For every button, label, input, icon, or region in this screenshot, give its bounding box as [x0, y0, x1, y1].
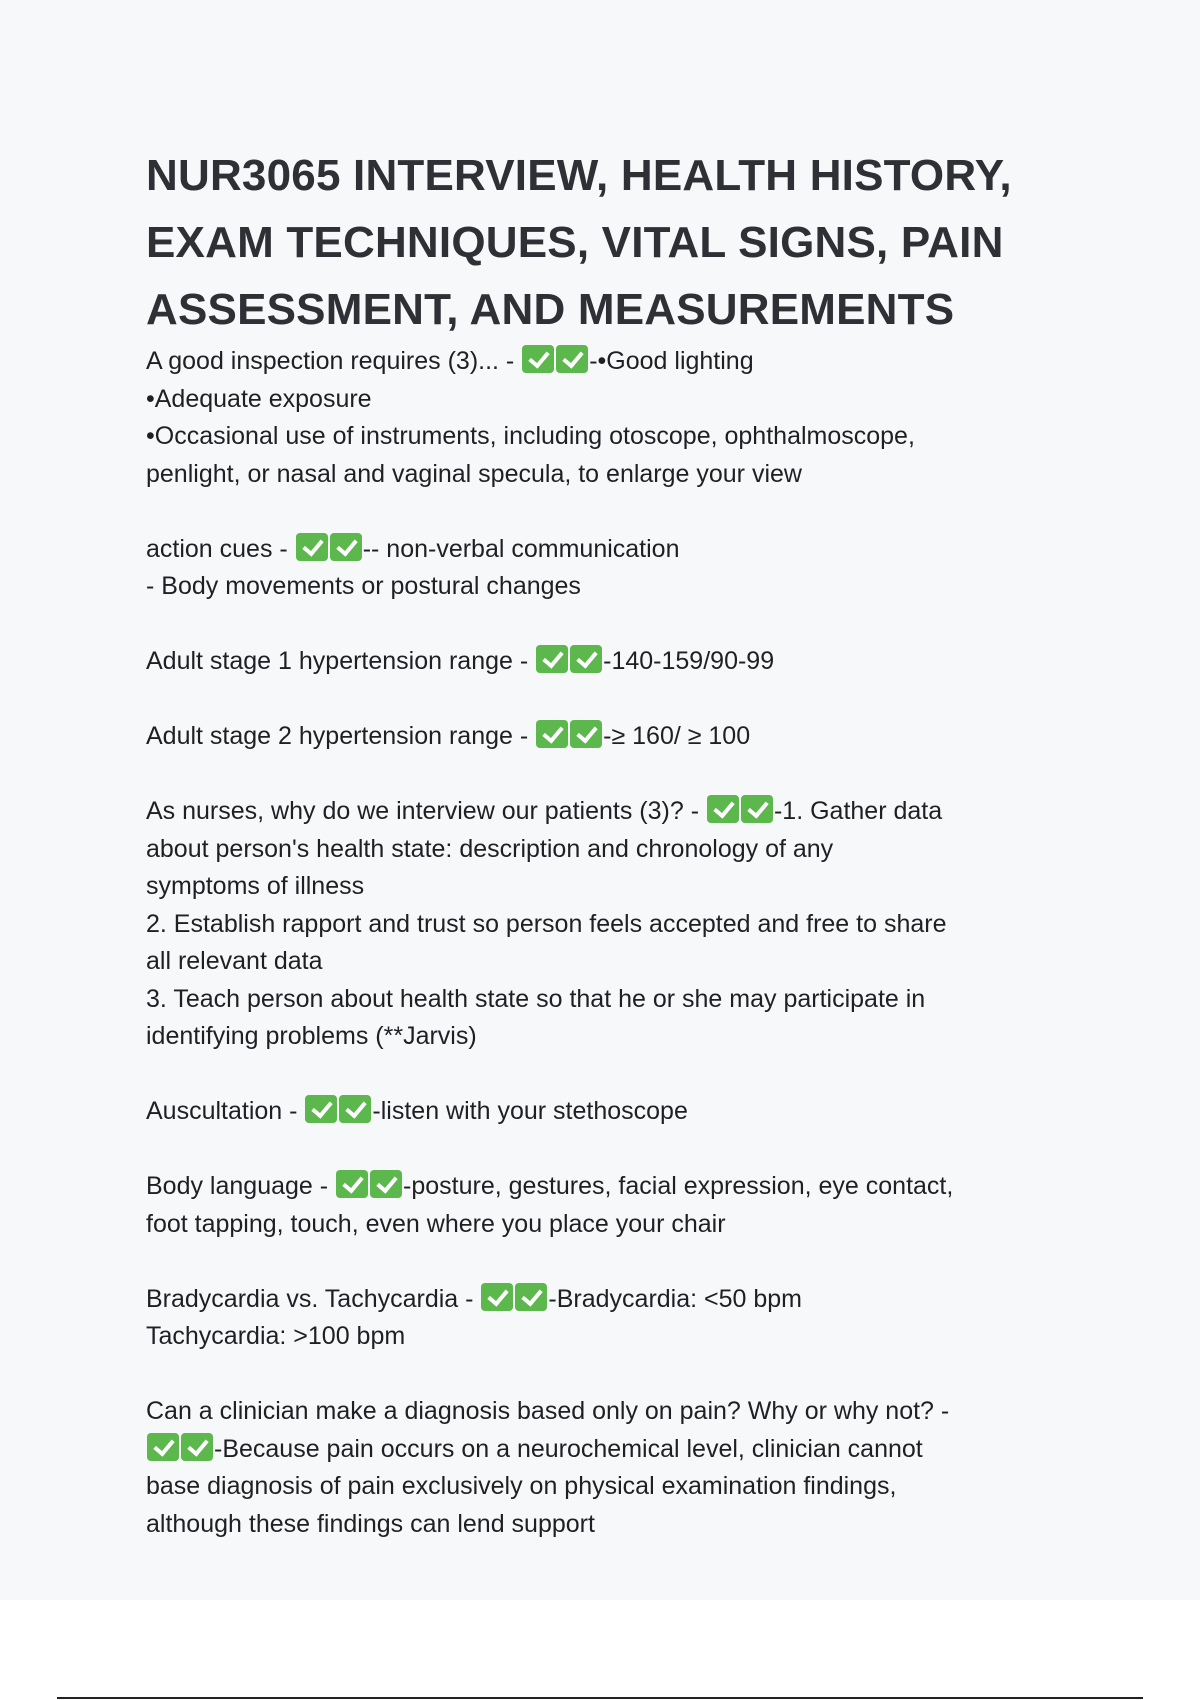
flashcard-entry — [146, 718, 1066, 756]
entry-answer: although these findings can lend support — [146, 1509, 595, 1538]
entry-answer: -•Good lighting — [589, 347, 754, 375]
entry-answer: symptoms of illness — [146, 872, 365, 900]
entry-question: Adult stage 2 hypertension range - — [146, 722, 536, 750]
check-mark-icon — [570, 645, 602, 673]
check-mark-icon — [741, 795, 773, 823]
entry-answer: -≥ 160/ ≥ 100 — [603, 722, 751, 750]
entry-answer: penlight, or nasal and vaginal specula, to enlarge your view — [146, 459, 802, 488]
entry-question: action cues - — [146, 534, 295, 563]
entry-answer: 3. Teach person about health state so that he or she may participate in — [146, 984, 926, 1013]
check-mark-icon — [556, 345, 588, 373]
entry-answer: -140-159/90-99 — [603, 647, 775, 675]
check-mark-icon — [296, 533, 328, 561]
entry-question: Bradycardia vs. Tachycardia - — [146, 1284, 481, 1313]
check-mark-icon — [481, 1283, 513, 1311]
entry-answer: -Bradycardia: <50 bpm — [548, 1284, 803, 1313]
check-mark-icon — [147, 1433, 179, 1461]
flashcard-entry — [146, 343, 1066, 493]
check-mark-icon — [515, 1283, 547, 1311]
entry-answer: -1. Gather data — [773, 797, 943, 825]
entry-answer: •Adequate exposure — [146, 384, 372, 413]
bottom-divider — [57, 1697, 1143, 1699]
flashcard-entry — [146, 1093, 1066, 1131]
entry-question: A good inspection requires (3)... - — [146, 347, 522, 375]
check-mark-icon — [536, 720, 568, 748]
check-mark-icon — [370, 1170, 402, 1198]
check-mark-icon — [181, 1433, 213, 1461]
entry-question: Auscultation - — [146, 1097, 305, 1125]
entry-answer: base diagnosis of pain exclusively on physical examination findings, — [146, 1472, 897, 1500]
check-mark-icon — [330, 533, 362, 561]
check-mark-icon — [536, 645, 568, 673]
entry-question: As nurses, why do we interview our patients (3)? - — [146, 797, 706, 825]
flashcard-entry — [146, 793, 1066, 1056]
entry-answer: -Because pain occurs on a neurochemical level, clinician cannot — [214, 1434, 923, 1463]
check-mark-icon — [522, 345, 554, 373]
entry-question: Adult stage 1 hypertension range - — [146, 647, 536, 675]
entry-answer: Tachycardia: >100 bpm — [146, 1322, 406, 1350]
flashcard-list — [146, 343, 1066, 1543]
entry-answer: - Body movements or postural changes — [146, 572, 581, 600]
entry-answer: -- non-verbal communication — [362, 534, 680, 563]
entry-answer: •Occasional use of instruments, including otoscope, ophthalmoscope, — [146, 422, 915, 450]
check-mark-icon — [570, 720, 602, 748]
entry-answer: about person's health state: description and chronology of any — [146, 834, 834, 863]
entry-answer: identifying problems (**Jarvis) — [146, 1022, 477, 1050]
entry-answer: 2. Establish rapport and trust so person feels accepted and free to share — [146, 909, 947, 938]
entry-question: Can a clinician make a diagnosis based only on pain? Why or why not? - — [146, 1397, 950, 1425]
check-mark-icon — [339, 1095, 371, 1123]
document-content — [146, 142, 1066, 1543]
entry-answer: all relevant data — [146, 947, 323, 975]
check-mark-icon — [305, 1095, 337, 1123]
flashcard-entry — [146, 531, 1066, 606]
entry-question: Body language - — [146, 1172, 336, 1200]
flashcard-entry — [146, 643, 1066, 681]
flashcard-entry — [146, 1393, 1066, 1543]
check-mark-icon — [336, 1170, 368, 1198]
entry-answer: foot tapping, touch, even where you place your chair — [146, 1209, 726, 1238]
flashcard-entry — [146, 1281, 1066, 1356]
page-title: NUR3065 INTERVIEW, HEALTH HISTORY, EXAM TECHNIQUES, VITAL SIGNS, PAIN ASSESSMENT, AND MEASUREMENTS — [146, 151, 1012, 334]
check-mark-icon — [707, 795, 739, 823]
flashcard-entry — [146, 1168, 1066, 1243]
entry-answer: -listen with your stethoscope — [372, 1097, 688, 1125]
entry-answer: -posture, gestures, facial expression, eye contact, — [403, 1172, 954, 1200]
